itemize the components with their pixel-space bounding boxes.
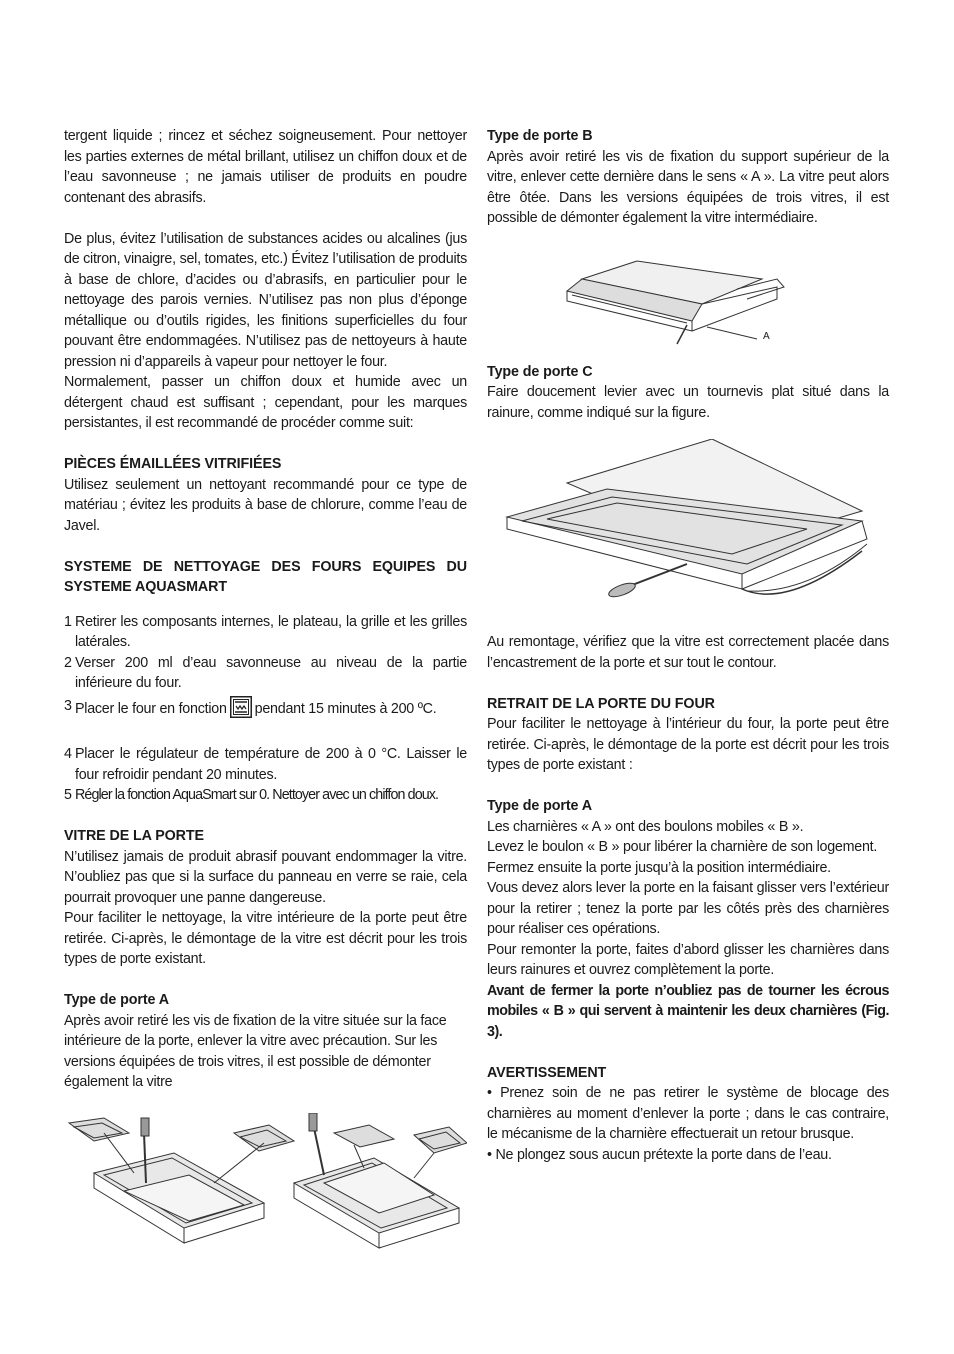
warning-heading: AVERTISSEMENT (487, 1064, 607, 1081)
glass-type-c-heading: Type de porte C (487, 363, 593, 380)
enamel-paragraph: Utilisez seulement un nettoyant recommandé pour ce type de matériau ; évitez les produits à base de chlorure, comme l’eau de Javel. (64, 476, 467, 534)
warning-item-1: • Prenez soin de ne pas retirer le système de blocage des charnières au moment d’enlever la porte ; dans le cas contraire, le mécanisme de la charnière effectuerait un retour brusque. (487, 1085, 889, 1142)
door-glass-paragraph-2: Pour faciliter le nettoyage, la vitre intérieure de la porte peut être retirée. Ci-après, le démontage de la vitre est décrit pour les trois types de porte existant. (64, 910, 467, 967)
acids-paragraph: De plus, évitez l’utilisation de substances acides ou alcalines (jus de citron, vinaigre, sel, tomates, etc.) Évitez l’utilisation de produits à base de chlore, d’acides ou d’abrasifs, en particulier pour le nettoyage des parois vernies. N’utilisez pas non plus d’éponge métallique ou d’outils rigides, les finitions superficielles du four pouvant être endommagées. N’utilisez pas de nettoyeurs à haute pression ni d’appareils à vapeur pour nettoyer le four. (64, 230, 467, 370)
door-type-c-figure (487, 439, 889, 614)
aquasmart-step-2: 2 Verser 200 ml d’eau savonneuse au niveau de la partie inférieure du four. (64, 654, 467, 691)
aquasmart-step-3: 3 Placer le four en fonction pendant 15 minutes à 200 ºC. (64, 696, 467, 725)
intro-paragraph: tergent liquide ; rincez et séchez soigneusement. Pour nettoyer les parties externes de métal brillant, utilisez un chiffon doux et de l’eau savonneuse ; ne jamais utiliser de produits en poudre contenant des abrasifs. (64, 128, 467, 206)
door-type-a-figure (64, 1113, 467, 1281)
door-removal-paragraph: Pour faciliter le nettoyage à l’intérieur du four, la porte peut être retirée. Ci-après, le démontage de la porte est décrit pour les trois types de porte existant : (487, 716, 889, 773)
door-removal-heading: RETRAIT DE LA PORTE DU FOUR (487, 695, 715, 712)
warning-item-2: • Ne plongez sous aucun prétexte la porte dans de l’eau. (487, 1146, 832, 1163)
door-type-a-paragraph-2: Levez le boulon « B » pour libérer la charnière de son logement. Fermez ensuite la porte jusqu’à la position intermédiaire. (487, 839, 878, 876)
door-type-a-paragraph-1: Les charnières « A » ont des boulons mobiles « B ». (487, 818, 804, 835)
enamel-heading: PIÈCES ÉMAILLÉES VITRIFIÉES (64, 456, 282, 472)
aquasmart-heading: SYSTEME DE NETTOYAGE DES FOURS EQUIPES DU SYSTEME AQUASMART (64, 558, 467, 595)
glass-type-a-paragraph: Après avoir retiré les vis de fixation de la vitre située sur la face intérieure de la porte, enlever la vitre avec précaution. Sur les versions équipées de trois vitres, il est possible de démonter également la vitre (64, 1012, 447, 1090)
glass-type-c-paragraph: Faire doucement levier avec un tournevis plat situé dans la rainure, comme indiqué sur la figure. (487, 384, 889, 421)
door-glass-heading: VITRE DE LA PORTE (64, 828, 204, 844)
glass-type-a-heading: Type de porte A (64, 992, 169, 1008)
aquasmart-step-1: 1 Retirer les composants internes, le plateau, la grille et les grilles latérales. (64, 613, 467, 650)
door-glass-paragraph-1: N’utilisez jamais de produit abrasif pouvant endommager la vitre. N’oubliez pas que si la surface du panneau en verre se raie, cela pourrait provoquer une panne dangereuse. (64, 848, 467, 906)
door-type-b-figure (487, 249, 889, 362)
door-type-a-paragraph-4: Pour remonter la porte, faites d’abord glisser les charnières dans leurs rainures et ouvrez complètement la porte. (487, 941, 889, 978)
left-column (64, 126, 467, 1281)
door-type-a-heading: Type de porte A (487, 798, 592, 814)
door-type-a-bold-note: Avant de fermer la porte n’oubliez pas de tourner les écrous mobiles « B » qui servent à maintenir les deux charnières (Fig. 3). (487, 982, 889, 1040)
aquasmart-function-icon (230, 696, 252, 725)
door-type-a-paragraph-3: Vous devez alors lever la porte en la faisant glisser vers l’extérieur pour la retirer ; tenez la porte par les côtés près des charnières pour réaliser ces opérations. (487, 880, 889, 937)
aquasmart-step-5: 5 Régler la fonction AquaSmart sur 0. Nettoyer avec un chiffon doux. (64, 787, 439, 803)
door-type-b-figure-wrap (487, 249, 889, 362)
reassembly-paragraph: Au remontage, vérifiez que la vitre est correctement placée dans l’encastrement de la porte et sur tout le contour. (487, 634, 889, 671)
right-column (487, 126, 889, 1165)
normal-cleaning-paragraph: Normalement, passer un chiffon doux et humide avec un détergent chaud est suffisant ; cependant, pour les marques persistantes, il est recommandé de procéder comme suit: (64, 374, 467, 431)
glass-type-b-paragraph: Après avoir retiré les vis de fixation du support supérieur de la vitre, enlever cette dernière dans le sens « A ». La vitre peut alors être ôtée. Dans les versions équipées de trois vitres, il est possible de démonter également la vitre intermédiaire. (487, 148, 889, 226)
fig-b-label-a: A (763, 330, 770, 342)
aquasmart-step-4: 4 Placer le régulateur de température de 200 à 0 °C. Laisser le four refroidir pendant 20 minutes. (64, 746, 467, 783)
glass-type-b-heading: Type de porte B (487, 128, 593, 144)
